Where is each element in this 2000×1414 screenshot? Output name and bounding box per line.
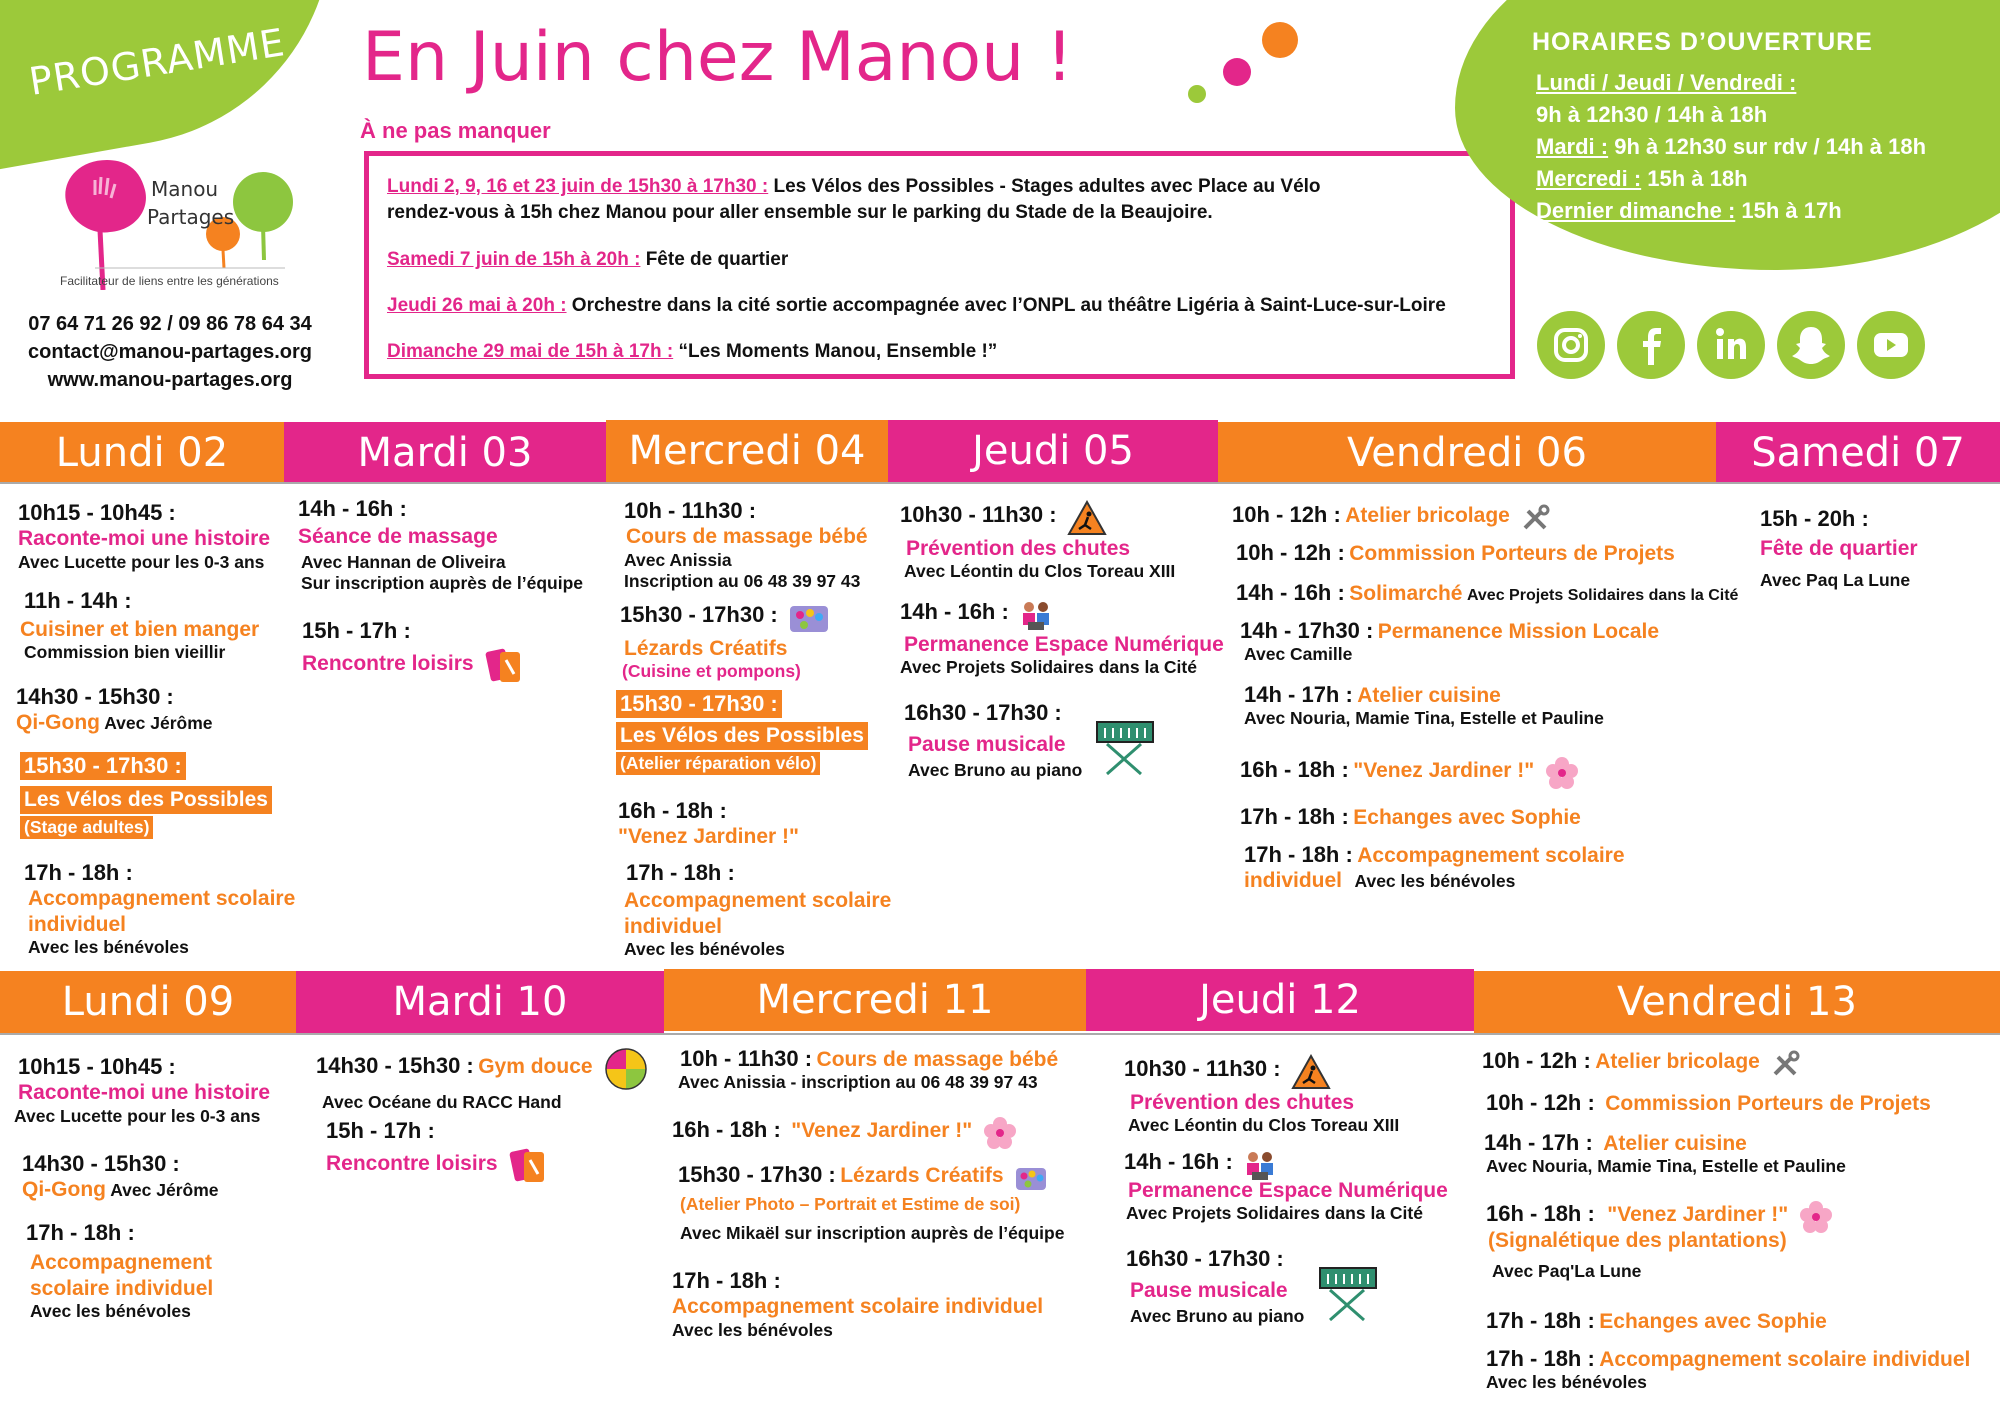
event: 10h - 12h : Atelier bricolage bbox=[1482, 1048, 1802, 1079]
event: Cuisiner et bien manger Commission bien vieillir bbox=[20, 618, 260, 663]
highlight-item: Jeudi 26 mai à 20h : Orchestre dans la cité sortie accompagnée avec l’ONPL au théâtre Ligéria à Saint-Luce-sur-Loire bbox=[387, 295, 1446, 316]
event: 10h - 12h : Commission Porteurs de Projets bbox=[1236, 540, 1675, 565]
event: 15h30 - 17h30 : Les Vélos des Possibles (Stage adultes) bbox=[20, 752, 272, 839]
decor-dot-pink bbox=[1223, 58, 1251, 86]
day-header-mercredi-11: Mercredi 11 bbox=[664, 969, 1086, 1031]
event: 14h30 - 15h30 : Qi-Gong Avec Jérôme bbox=[22, 1151, 219, 1202]
flower-icon bbox=[1799, 1200, 1833, 1234]
event: 14h - 16h : Séance de massage Avec Hannan de Oliveira Sur inscription auprès de l’équipe bbox=[298, 496, 583, 593]
linkedin-icon[interactable] bbox=[1697, 311, 1765, 379]
event: 16h - 18h : "Venez Jardiner !" (Signalétique des plantations) Avec Paq'La Lune bbox=[1486, 1200, 1833, 1282]
event: 16h - 18h : "Venez Jardiner !" bbox=[618, 798, 799, 849]
logo-name-line1: Manou bbox=[151, 177, 219, 201]
highlights-subtitle: À ne pas manquer bbox=[360, 118, 551, 143]
keyboard-icon bbox=[1316, 1262, 1380, 1322]
day-header-mercredi-04: Mercredi 04 bbox=[606, 420, 888, 482]
event: 14h - 16h : Solimarché Avec Projets Solidaires dans la Cité bbox=[1236, 580, 1739, 605]
decor-dot-orange bbox=[1262, 22, 1298, 58]
logo-name-line2: Partages bbox=[147, 205, 235, 229]
event: 16h30 - 17h30 : Pause musicale Avec Bruno au piano bbox=[1126, 1246, 1305, 1326]
event: 14h - 17h30 : Permanence Mission Locale Avec Camille bbox=[1240, 618, 1660, 665]
hours-line: Mercredi : 15h à 18h bbox=[1536, 166, 1748, 191]
event: 17h - 18h : Accompagnement scolaire individuel Avec les bénévoles bbox=[26, 1220, 214, 1321]
page-title: En Juin chez Manou ! bbox=[362, 18, 1074, 97]
day-header-jeudi-05: Jeudi 05 bbox=[888, 420, 1218, 482]
event: 14h30 - 15h30 : Qi-Gong Avec Jérôme bbox=[16, 684, 213, 735]
event: 16h30 - 17h30 : Pause musicale Avec Bruno au piano bbox=[904, 700, 1083, 780]
event: 10h - 11h30 : Cours de massage bébé Avec Anissia Inscription au 06 48 39 97 43 bbox=[624, 498, 868, 591]
people-computer-icon bbox=[1019, 598, 1053, 632]
event: 14h - 17h : Atelier cuisine Avec Nouria, Mamie Tina, Estelle et Pauline bbox=[1244, 682, 1604, 729]
event: 10h - 12h : Atelier bricolage bbox=[1232, 502, 1552, 533]
day-header-samedi-07: Samedi 07 bbox=[1716, 422, 2000, 484]
highlights-box bbox=[364, 151, 1515, 379]
contact-phone: 07 64 71 26 92 / 09 86 78 64 34 bbox=[28, 313, 312, 335]
event: 17h - 18h : Accompagnement scolaire individuel Avec les bénévoles bbox=[1244, 842, 1625, 893]
event: 10h15 - 10h45 : Raconte-moi une histoire Avec Lucette pour les 0-3 ans bbox=[18, 500, 271, 572]
day-header-lundi-09: Lundi 09 bbox=[0, 971, 296, 1033]
week2-divider bbox=[0, 1033, 2000, 1035]
day-header-lundi-02: Lundi 02 bbox=[0, 422, 284, 484]
logo-tagline: Facilitateur de liens entre les générations bbox=[60, 274, 279, 288]
event: 17h - 18h : Echanges avec Sophie bbox=[1240, 804, 1581, 829]
flower-icon bbox=[983, 1116, 1017, 1150]
event: 15h30 - 17h30 : Lézards Créatifs (Atelier Photo – Portrait et Estime de soi) Avec Mikaël sur inscription auprès de l’équipe bbox=[678, 1162, 1065, 1243]
tools-icon bbox=[1520, 503, 1552, 533]
event: 15h30 - 17h30 : Lézards Créatifs (Cuisine et pompons) bbox=[620, 600, 830, 682]
event: 10h15 - 10h45 : Raconte-moi une histoire Avec Lucette pour les 0-3 ans bbox=[14, 1054, 271, 1126]
hours-line: Mardi : 9h à 12h30 sur rdv / 14h à 18h bbox=[1536, 134, 1927, 159]
highlight-item: Samedi 7 juin de 15h à 20h : Fête de quartier bbox=[387, 249, 789, 270]
flower-icon bbox=[1545, 756, 1579, 790]
event: 11h - 14h : bbox=[24, 588, 132, 613]
event: 15h - 20h : Fête de quartier Avec Paq La Lune bbox=[1760, 506, 1918, 590]
warning-fall-icon bbox=[1291, 1054, 1331, 1090]
hours-title: HORAIRES D’OUVERTURE bbox=[1532, 28, 1873, 56]
event: 17h - 18h : Accompagnement scolaire individuel Avec les bénévoles bbox=[24, 860, 296, 957]
event: 14h - 16h : Permanence Espace Numérique Avec Projets Solidaires dans la Cité bbox=[900, 599, 1224, 678]
people-computer-icon bbox=[1243, 1148, 1277, 1182]
day-header-jeudi-12: Jeudi 12 bbox=[1086, 969, 1474, 1031]
palette-icon bbox=[788, 600, 830, 636]
event: 16h - 18h : "Venez Jardiner !" bbox=[672, 1116, 1017, 1150]
keyboard-icon bbox=[1093, 716, 1157, 776]
event: 15h - 17h : Rencontre loisirs bbox=[326, 1118, 552, 1188]
event: 14h30 - 15h30 : Gym douce Avec Océane du RACC Hand bbox=[316, 1046, 649, 1113]
hours-line: 9h à 12h30 / 14h à 18h bbox=[1536, 102, 1768, 127]
hours-line: Dernier dimanche : 15h à 17h bbox=[1536, 198, 1842, 223]
event: 14h - 17h : Atelier cuisine Avec Nouria, Mamie Tina, Estelle et Pauline bbox=[1484, 1130, 1846, 1177]
facebook-icon[interactable] bbox=[1617, 311, 1685, 379]
contact-email[interactable]: contact@manou-partages.org bbox=[28, 341, 312, 363]
event: 14h - 16h : Permanence Espace Numérique Avec Projets Solidaires dans la Cité bbox=[1124, 1149, 1448, 1224]
instagram-icon[interactable] bbox=[1537, 311, 1605, 379]
highlight-item: Lundi 2, 9, 16 et 23 juin de 15h30 à 17h30 : Les Vélos des Possibles - Stages adultes avec Place au Vélo rendez-vous à 15h chez Manou pour aller ensemble sur le parking du Stade de la Beaujoire. bbox=[387, 176, 1321, 223]
day-header-vendredi-13: Vendredi 13 bbox=[1474, 971, 2000, 1033]
cards-icon bbox=[508, 1144, 552, 1188]
youtube-icon[interactable] bbox=[1857, 311, 1925, 379]
logo bbox=[55, 150, 325, 290]
day-header-vendredi-06: Vendredi 06 bbox=[1218, 422, 1716, 484]
day-header-mardi-10: Mardi 10 bbox=[296, 971, 664, 1033]
ball-icon bbox=[603, 1046, 649, 1092]
event: 10h - 11h30 : Cours de massage bébé Avec Anissia - inscription au 06 48 39 97 43 bbox=[678, 1046, 1059, 1093]
event: 17h - 18h : Accompagnement scolaire individuel Avec les bénévoles bbox=[672, 1268, 1044, 1340]
decor-dot-green bbox=[1188, 85, 1206, 103]
event: 16h - 18h : "Venez Jardiner !" bbox=[1240, 756, 1579, 790]
warning-fall-icon bbox=[1067, 500, 1107, 536]
snapchat-icon[interactable] bbox=[1777, 311, 1845, 379]
event: 15h30 - 17h30 : Les Vélos des Possibles (Atelier réparation vélo) bbox=[616, 690, 868, 775]
event: 10h30 - 11h30 : Prévention des chutes Avec Léontin du Clos Toreau XIII bbox=[1124, 1054, 1399, 1136]
event: 17h - 18h : Echanges avec Sophie bbox=[1486, 1308, 1827, 1333]
event: 17h - 18h : Accompagnement scolaire individuel Avec les bénévoles bbox=[624, 860, 892, 959]
day-header-mardi-03: Mardi 03 bbox=[284, 422, 606, 484]
event: 10h30 - 11h30 : Prévention des chutes Avec Léontin du Clos Toreau XIII bbox=[900, 500, 1175, 582]
week1-divider bbox=[0, 482, 2000, 484]
programme-label: PROGRAMME bbox=[26, 20, 288, 104]
palette-icon bbox=[1014, 1162, 1048, 1194]
event: 17h - 18h : Accompagnement scolaire individuel Avec les bénévoles bbox=[1486, 1346, 1971, 1393]
event: 15h - 17h : Rencontre loisirs bbox=[302, 618, 528, 688]
cards-icon bbox=[484, 644, 528, 688]
highlight-item: Dimanche 29 mai de 15h à 17h : “Les Moments Manou, Ensemble !” bbox=[387, 341, 998, 362]
event: 10h - 12h : Commission Porteurs de Projets bbox=[1486, 1090, 1931, 1115]
contact-website[interactable]: www.manou-partages.org bbox=[47, 369, 293, 391]
tools-icon bbox=[1770, 1049, 1802, 1079]
hours-line: Lundi / Jeudi / Vendredi : bbox=[1536, 70, 1797, 95]
